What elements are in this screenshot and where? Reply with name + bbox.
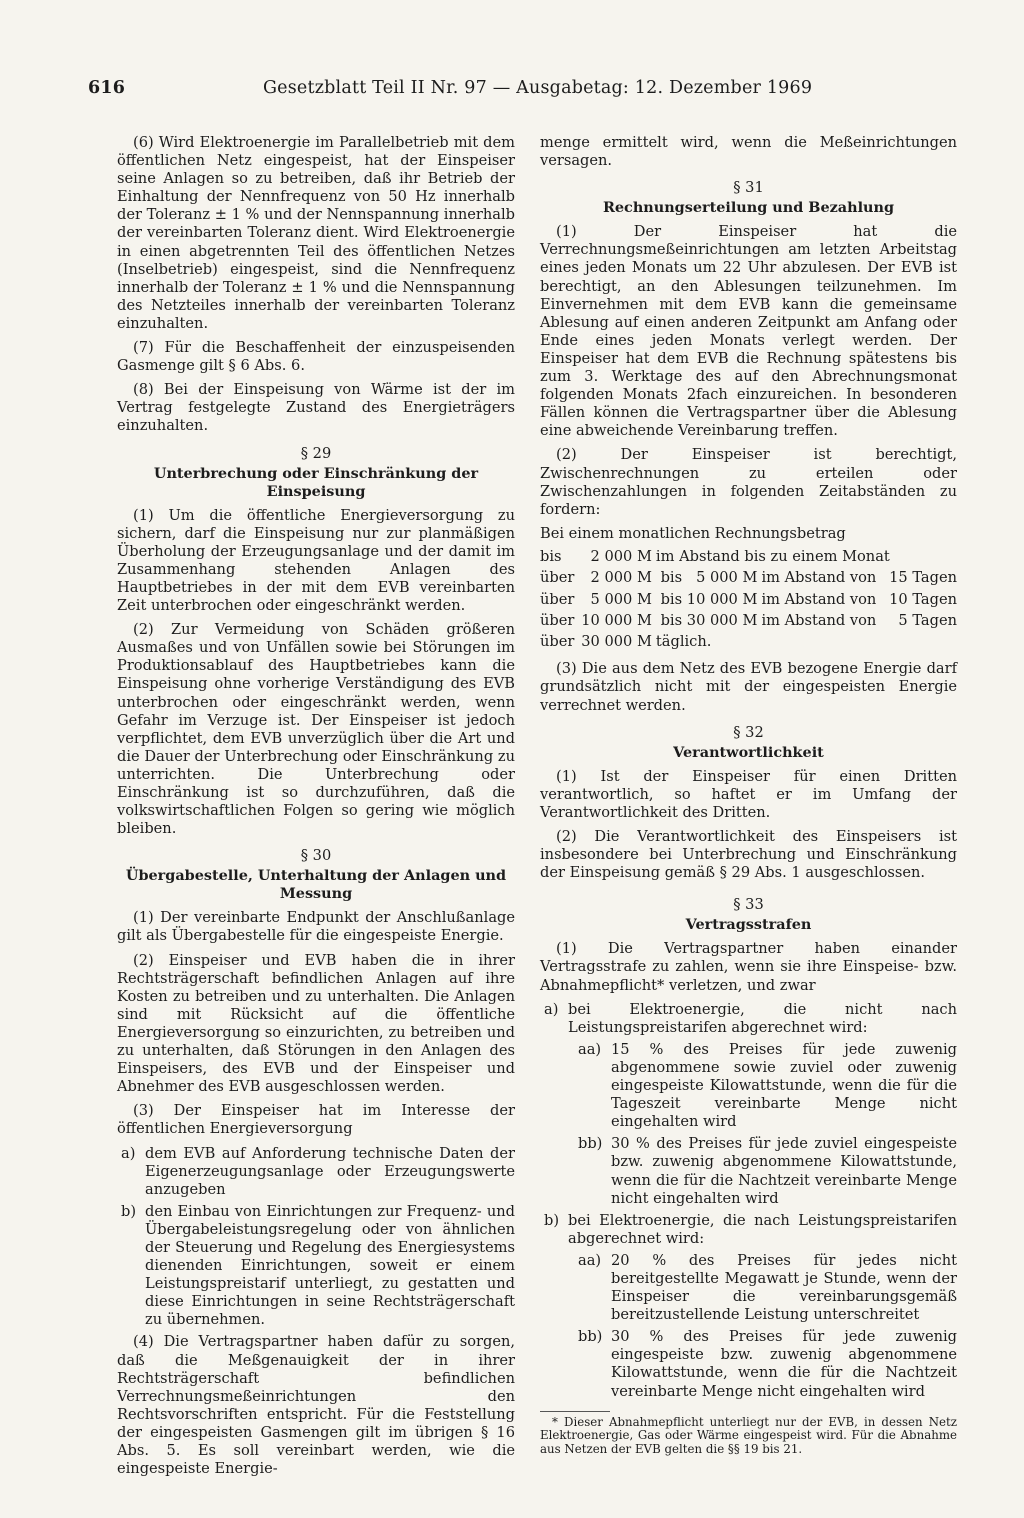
list-item-text: dem EVB auf Anforderung technische Daten der Eigenerzeugungsanlage oder Erzeugungswerte anzugeben <box>145 1144 515 1198</box>
list-item-label: b) <box>121 1202 137 1220</box>
table-cell: 5 000 M <box>590 590 652 608</box>
section-29-paragraph-1: (1) Um die öffentliche Energieversorgung zu sichern, darf die Einspeisung nur zur planmäßigen Überholung der Erzeugungsanlage und der damit im Zusammenhang stehenden Anlagen des Hauptbetriebes in der mit dem EVB vereinbarten Zeit unterbrochen oder eingeschränkt werden. <box>117 506 515 615</box>
section-31-paragraph-1: (1) Der Einspeiser hat die Verrechnungsmeßeinrichtungen am letzten Arbeitstag eines jeden Monats um 22 Uhr abzulesen. Der EVB ist berechtigt, an den Ablesungen teilzunehmen. Im Einvernehmen mit dem EVB kann die gemeinsame Ablesung auf einen anderen Zeitpunkt am Anfang oder Ende eines jeden Monats verlegt werden. Der Einspeiser hat dem EVB die Rechnung spätestens bis zum 3. Werktage des auf den Abrechnungsmonat folgenden Monats 2fach einzureichen. In besonderen Fällen können die Vertragspartner über die Ablesung eine abweichende Vereinbarung treffen. <box>540 223 957 440</box>
list-item-label: bb) <box>578 1135 603 1153</box>
list-item <box>540 1328 957 1400</box>
page-number: 616 <box>88 78 126 98</box>
table-cell: über <box>540 590 575 608</box>
table-row <box>540 568 957 589</box>
section-31-paragraph-2: (2) Der Einspeiser ist berechtigt, Zwischenrechnungen zu erteilen oder Zwischenzahlungen in folgenden Zeitabständen zu fordern: <box>540 446 957 518</box>
section-30-paragraph-2: (2) Einspeiser und EVB haben die in ihrer Rechtsträgerschaft befindlichen Anlagen auf ihre Kosten zu betreiben und zu unterhalten. Die Anlagen sind mit Rücksicht auf die öffentliche Energieversorgung so einzurichten, zu betreiben und zu unterhalten, daß Störungen in den Anlagen des Einspeisers, des EVB und der Einspeiser und Abnehmer des EVB ausgeschlossen werden. <box>117 951 515 1096</box>
table-cell: bis <box>660 590 683 608</box>
continued-text: menge ermittelt wird, wenn die Meßeinrichtungen versagen. <box>540 134 957 170</box>
table-row <box>540 589 957 610</box>
list-item-label: aa) <box>578 1251 602 1269</box>
table-cell: bis <box>660 569 683 587</box>
list-item <box>540 1135 957 1207</box>
table-cell: 15 Tagen <box>889 569 957 587</box>
list-item <box>540 1001 957 1037</box>
table-cell: über <box>540 611 575 629</box>
table-cell: täglich. <box>655 632 712 650</box>
table-cell: 30 000 M <box>581 632 652 650</box>
section-32-paragraph-1: (1) Ist der Einspeiser für einen Dritten verantwortlich, so haftet er im Umfang der Verantwortlichkeit des Dritten. <box>540 767 957 821</box>
table-row <box>540 631 957 652</box>
table-cell: über <box>540 632 575 650</box>
list-item-text: 20 % des Preises für jedes nicht bereitgestellte Megawatt je Stunde, wenn der Einspeiser die vereinbarungsgemäß bereitzustellende Leistung unterschreitet <box>611 1251 957 1324</box>
table-cell: im Abstand bis zu einem Monat <box>655 548 890 566</box>
list-item-label: aa) <box>578 1040 602 1058</box>
footnote-divider <box>540 1411 610 1412</box>
section-31-paragraph-3: (3) Die aus dem Netz des EVB bezogene Energie darf grundsätzlich nicht mit der eingespeisten Energie verrechnet werden. <box>540 660 957 714</box>
section-30-number: § 30 <box>300 847 332 865</box>
section-33-title: Vertragsstrafen <box>685 916 812 934</box>
payment-schedule-table <box>540 547 957 652</box>
gazette-title: Gesetzblatt Teil II Nr. 97 — Ausgabetag: 12. Dezember 1969 <box>263 78 813 98</box>
list-item-text: bei Elektroenergie, die nicht nach Leistungspreistarifen abgerechnet wird: <box>568 1000 957 1036</box>
table-cell: 10 Tagen <box>889 590 957 608</box>
section-32-paragraph-2: (2) Die Verantwortlichkeit des Einspeisers ist insbesondere bei Unterbrechung und Einschränkung der Einspeisung gemäß § 29 Abs. 1 ausgeschlossen. <box>540 828 957 882</box>
table-cell: im Abstand von <box>761 569 877 587</box>
section-32-number: § 32 <box>733 723 764 741</box>
right-column <box>540 134 957 1456</box>
section-31-title: Rechnungserteilung und Bezahlung <box>602 199 895 217</box>
list-item <box>117 1145 515 1199</box>
list-item <box>117 1203 515 1330</box>
section-33-paragraph-1: (1) Die Vertragspartner haben einander Vertragsstrafe zu zahlen, wenn sie ihre Einspeise- bzw. Abnahmepflicht* verletzen, und zwar <box>540 940 957 994</box>
list-item-text: 15 % des Preises für jede zuwenig abgenommene sowie zuviel oder zuwenig eingespeiste Kilowattstunde, wenn die für die Tageszeit vereinbarte Menge nicht eingehalten wird <box>611 1040 957 1131</box>
footnote: * Dieser Abnahmepflicht unterliegt nur der EVB, in dessen Netz Elektroenergie, Gas oder Wärme eingespeist wird. Für die Abnahme aus Netzen der EVB gelten die §§ 19 bis 21. <box>540 1414 957 1456</box>
section-30-title: Übergabestelle, Unterhaltung der Anlagen und Messung <box>125 867 507 903</box>
page-header <box>88 78 813 98</box>
schedule-intro: Bei einem monatlichen Rechnungsbetrag <box>540 524 846 542</box>
list-item-text: bei Elektroenergie, die nach Leistungspreistarifen abgerechnet wird: <box>568 1211 957 1247</box>
table-cell: 2 000 M <box>590 569 652 587</box>
list-item-text: 30 % des Preises für jede zuviel eingespeiste bzw. zuwenig abgenommene Kilowattstunde, wenn die für die Nachtzeit vereinbarte Menge nicht eingehalten wird <box>611 1135 957 1207</box>
section-30-paragraph-3: (3) Der Einspeiser hat im Interesse der öffentlichen Energieversorgung <box>117 1102 515 1138</box>
list-item-label: b) <box>544 1211 560 1229</box>
table-cell: 2 000 M <box>590 548 652 566</box>
paragraph-7: (7) Für die Beschaffenheit der einzuspeisenden Gasmenge gilt § 6 Abs. 6. <box>117 339 515 375</box>
table-cell: bis <box>540 548 562 566</box>
section-30-paragraph-4: (4) Die Vertragspartner haben dafür zu sorgen, daß die Meßgenauigkeit der in ihrer Rechtsträgerschaft befindlichen Verrechnungsmeßeinrichtungen den Rechtsvorschriften entspricht. Für die Feststellung der eingespeisten Gasmengen gilt im übrigen § 16 Abs. 5. Es soll vereinbart werden, wie die eingespeiste Energie- <box>117 1333 515 1478</box>
list-item <box>540 1212 957 1248</box>
table-cell: im Abstand von <box>761 590 877 608</box>
section-30-paragraph-1: (1) Der vereinbarte Endpunkt der Anschlußanlage gilt als Übergabestelle für die eingespeiste Energie. <box>117 909 515 945</box>
table-cell: 10 000 M <box>581 611 652 629</box>
section-29-title: Unterbrechung oder Einschränkung der Einspeisung <box>153 464 479 500</box>
table-cell: bis <box>660 611 683 629</box>
table-cell: 5 000 M <box>696 569 758 587</box>
section-29-paragraph-2: (2) Zur Vermeidung von Schäden größeren Ausmaßes und von Unfällen sowie bei Störungen im Produktionsablauf des Hauptbetriebes kann die Einspeisung ohne vorherige Verständigung des EVB unterbrochen oder eingeschränkt werden, wenn Gefahr im Verzuge ist. Der Einspeiser ist jedoch verpflichtet, dem EVB unverzüglich über die Art und die Dauer der Unterbrechung oder Einschränkung zu unterrichten. Die Unterbrechung oder Einschränkung ist so durchzuführen, daß die volkswirtschaftlichen Folgen so gering wie möglich bleiben. <box>117 621 515 838</box>
section-32-title: Verantwortlichkeit <box>673 743 824 761</box>
section-29-number: § 29 <box>300 444 332 462</box>
paragraph-8: (8) Bei der Einspeisung von Wärme ist der im Vertrag festgelegte Zustand des Energieträgers einzuhalten. <box>117 381 515 435</box>
table-row <box>540 610 957 631</box>
table-cell: im Abstand von <box>761 611 877 629</box>
table-row <box>540 547 957 568</box>
list-item-text: den Einbau von Einrichtungen zur Frequenz- und Übergabeleistungsregelung oder von ähnlichen der Steuerung und Regelung des Energiesystems dienenden Einrichtungen, soweit er einem Leistungspreistarif unterliegt, zu gestatten und diese Einrichtungen in seine Rechtsträgerschaft zu übernehmen. <box>145 1202 515 1329</box>
section-33-number: § 33 <box>733 896 764 914</box>
table-cell: 10 000 M <box>686 590 758 608</box>
list-item-label: a) <box>121 1144 136 1162</box>
table-cell: 30 000 M <box>686 611 758 629</box>
list-item <box>540 1252 957 1324</box>
left-column <box>117 134 515 1484</box>
list-item <box>540 1041 957 1131</box>
table-cell: 5 Tagen <box>898 611 957 629</box>
section-31-number: § 31 <box>733 179 764 197</box>
list-item-label: a) <box>544 1000 559 1018</box>
list-item-text: 30 % des Preises für jede zuwenig eingespeiste bzw. zuwenig abgenommene Kilowattstunde, wenn die für die Nachtzeit vereinbarte Menge nicht eingehalten wird <box>611 1328 957 1400</box>
table-cell: über <box>540 569 575 587</box>
list-item-label: bb) <box>578 1328 603 1346</box>
paragraph-6: (6) Wird Elektroenergie im Parallelbetrieb mit dem öffentlichen Netz eingespeist, hat der Einspeiser seine Anlagen so zu betreiben, daß ihr Betrieb der Einhaltung der Nennfrequenz von 50 Hz innerhalb der Toleranz ± 1 % und der Nennspannung innerhalb der vereinbarten Toleranz dient. Wird Elektroenergie in einen abgetrennten Teil des öffentlichen Netzes (Inselbetrieb) eingespeist, sind die Nennfrequenz innerhalb der Toleranz ± 1 % und die Nennspannung des Netzteiles innerhalb der vereinbarten Toleranz einzuhalten. <box>117 134 515 332</box>
